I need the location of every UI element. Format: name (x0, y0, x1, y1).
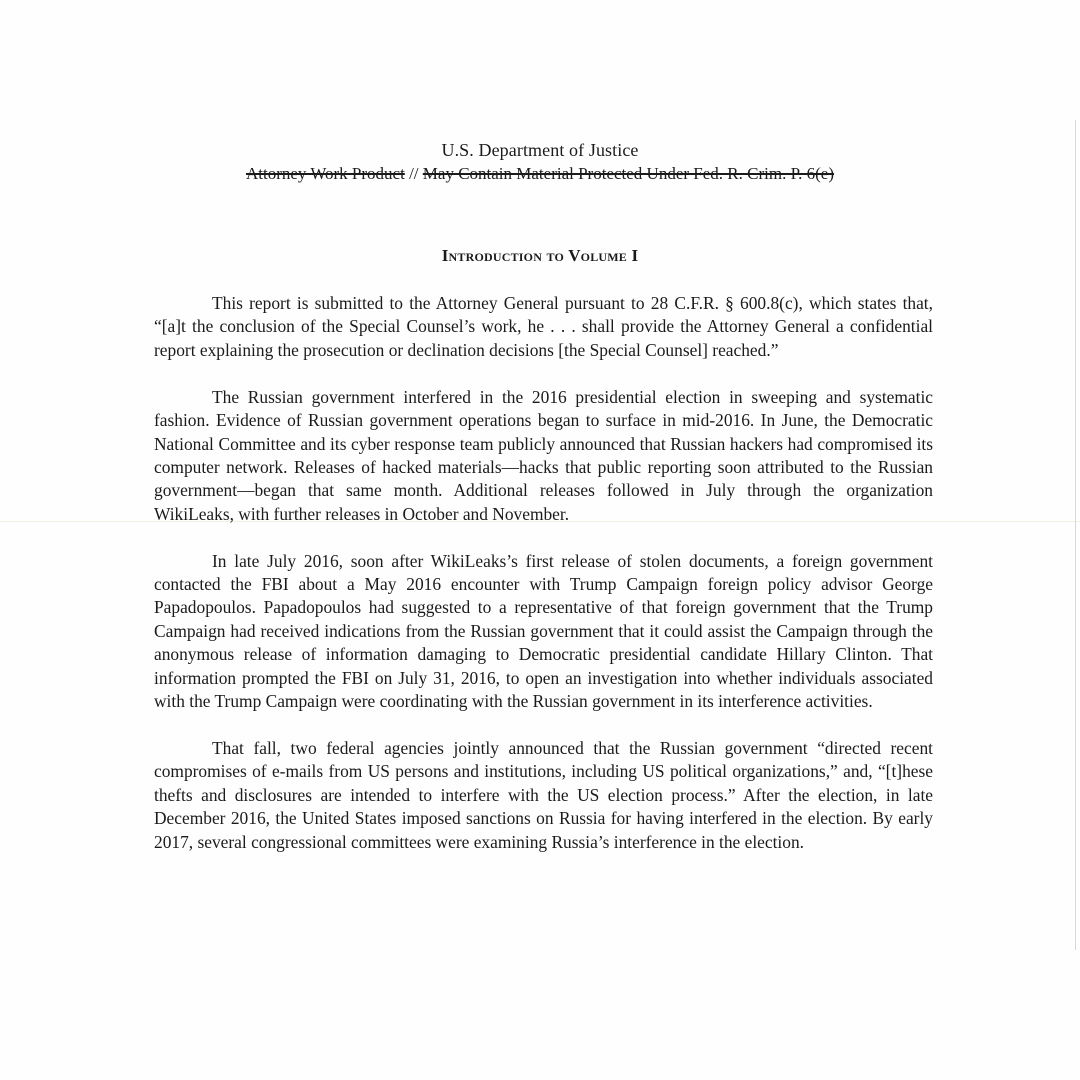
paragraph-4: That fall, two federal agencies jointly announced that the Russian government “directed recent compromises of e-mails from US persons and institutions, including US political organizations,” and, “[t]hese thefts and disclosures are intended to interfere with the US election process.” After the election, in late December 2016, the United States imposed sanctions on Russia for having interfered in the election. By early 2017, several congressional committees were examining Russia’s interference in the election. (154, 738, 933, 852)
paragraph-1: This report is submitted to the Attorney General pursuant to 28 C.F.R. § 600.8(c), which states that, “[a]t the conclusion of the Special Counsel’s work, he . . . shall provide the Attorney General a confidential report explaining the prosecution or declination decisions [the Special Counsel] reached.” (154, 293, 933, 360)
document-header (0, 138, 1080, 185)
paragraph-3: In late July 2016, soon after WikiLeaks’s first release of stolen documents, a foreign government contacted the FBI about a May 2016 encounter with Trump Campaign foreign policy advisor George Papadopoulos. Papadopoulos had suggested to a representative of that foreign government that the Trump Campaign had received indications from the Russian government that it could assist the Campaign through the anonymous release of information damaging to Democratic presidential candidate Hillary Clinton. That information prompted the FBI on July 31, 2016, to open an investigation into whether individuals associated with the Trump Campaign were coordinating with the Russian government in its interference activities. (154, 550, 933, 712)
protective-marking (0, 162, 1080, 185)
scan-page-edge (1075, 120, 1076, 950)
paragraph-2: The Russian government interfered in the 2016 presidential election in sweeping and systematic fashion. Evidence of Russian government operations began to surface in mid-2016. In June, the Democratic National Committee and its cyber response team publicly announced that Russian hackers had compromised its computer network. Releases of hacked materials—hacks that public reporting soon attributed to the Russian government—began that same month. Additional releases followed in July through the organization WikiLeaks, with further releases in October and November. (154, 386, 933, 524)
marking-separator: // (404, 164, 423, 183)
marking-grand-jury: May Contain Material Protected Under Fed. R. Crim. P. 6(e) (422, 164, 835, 183)
document-body (154, 292, 933, 878)
marking-work-product: Attorney Work Product (245, 164, 405, 183)
department-name: U.S. Department of Justice (441, 140, 639, 160)
section-title: Introduction to Volume I (441, 246, 639, 265)
